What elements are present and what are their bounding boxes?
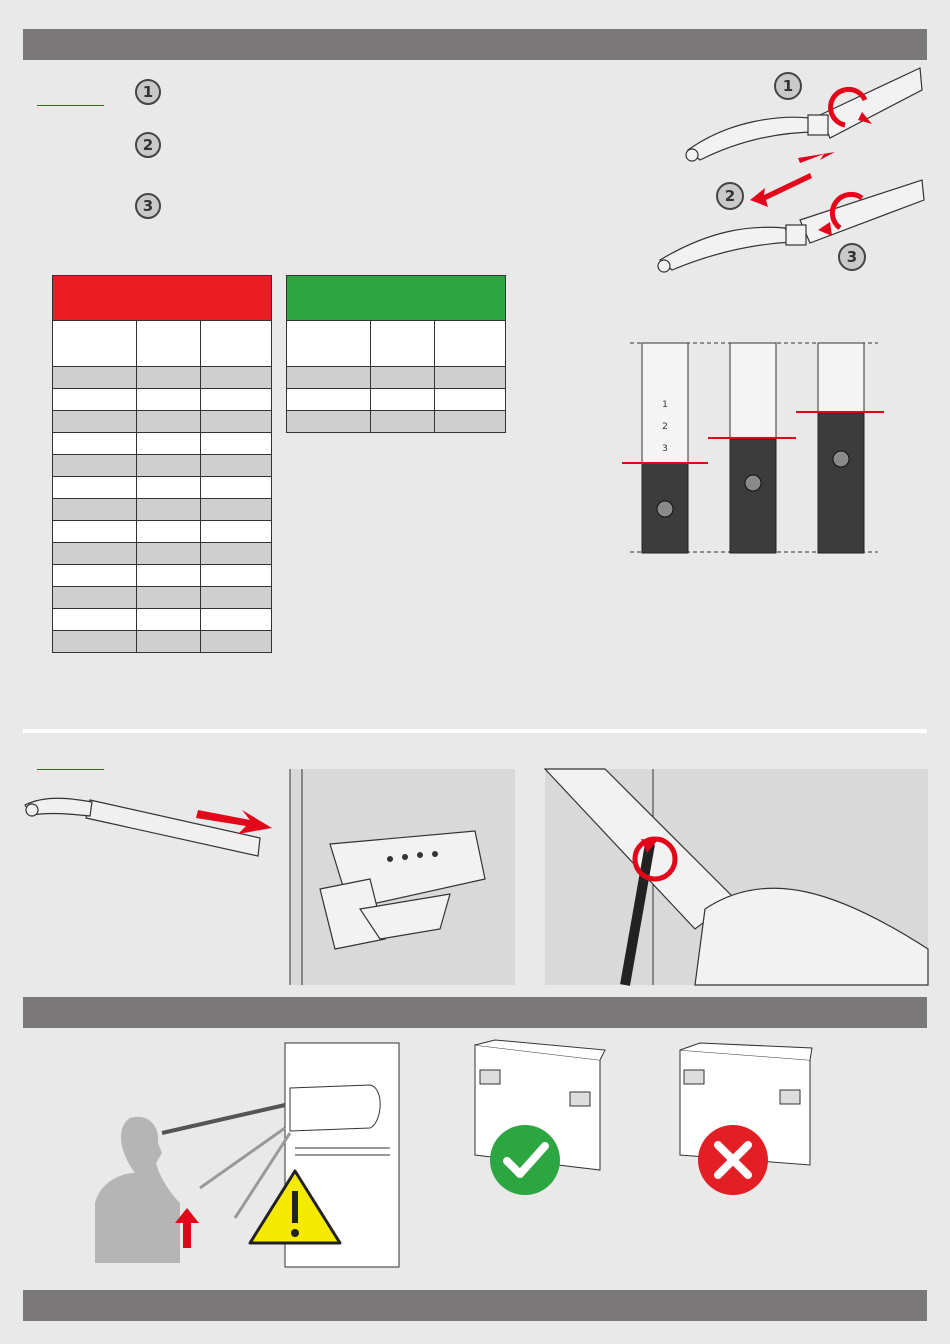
red-spec-table bbox=[52, 275, 272, 653]
arm-label-3: 3 bbox=[846, 248, 858, 266]
slide-double-arrow bbox=[750, 152, 835, 207]
step-2-badge: 2 bbox=[135, 132, 161, 158]
safety-illustration bbox=[90, 1043, 410, 1268]
green-spec-table bbox=[286, 275, 506, 433]
scale-tick-2: 2 bbox=[662, 422, 668, 432]
screwdriver-illustration bbox=[545, 769, 928, 985]
arm-label-2: 2 bbox=[724, 187, 736, 205]
green-table-header bbox=[287, 276, 506, 321]
cross-icon bbox=[698, 1125, 768, 1195]
mechanism-illustration bbox=[290, 769, 515, 985]
red-table-header bbox=[53, 276, 272, 321]
correct-mounting-illustration bbox=[440, 1040, 610, 1200]
red-underline-2 bbox=[37, 769, 104, 770]
incorrect-mounting-illustration bbox=[670, 1040, 840, 1200]
checkmark-icon bbox=[490, 1125, 560, 1195]
person-silhouette bbox=[95, 1117, 180, 1263]
arm-label-1: 1 bbox=[782, 77, 794, 95]
scale-tick-3: 3 bbox=[662, 444, 668, 454]
section-divider bbox=[23, 729, 927, 733]
step-1-badge: 1 bbox=[135, 79, 161, 105]
section-header-bar-top bbox=[23, 29, 927, 60]
red-underline-1 bbox=[37, 105, 104, 106]
scale-tick-1: 1 bbox=[662, 400, 668, 410]
step-3-badge: 3 bbox=[135, 193, 161, 219]
arm-adjustment-illustration bbox=[640, 60, 930, 280]
section-header-bar-middle bbox=[23, 997, 927, 1028]
scale-positions-illustration bbox=[620, 335, 890, 560]
arm-insertion-illustration bbox=[20, 790, 280, 870]
section-footer-bar bbox=[23, 1290, 927, 1321]
